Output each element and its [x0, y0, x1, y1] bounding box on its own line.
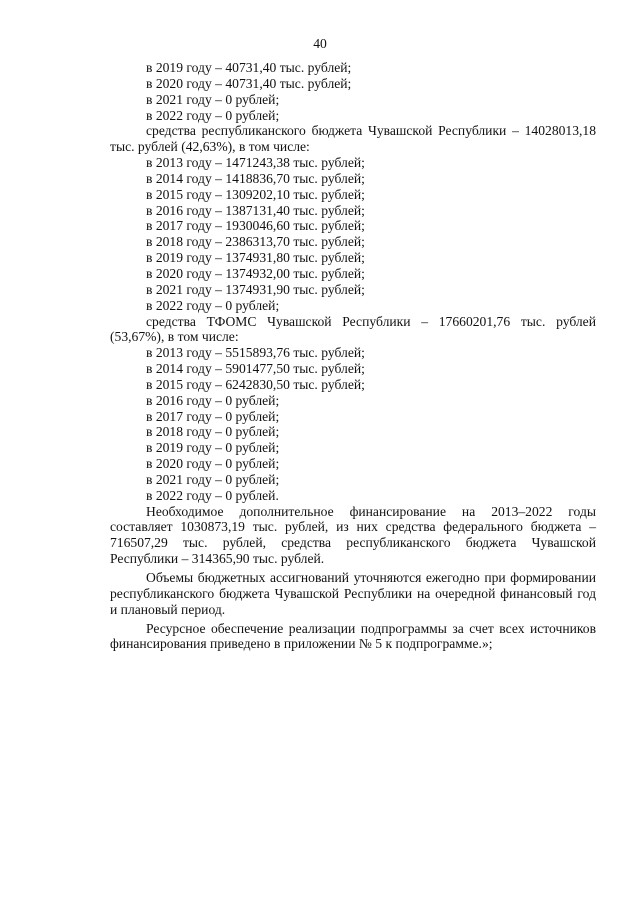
resource-provision-paragraph: Ресурсное обеспечение реализации подпрограммы за счет всех источников финансирования приведено в приложении № 5 к подпрограмме.»; [110, 620, 596, 652]
republic-budget-paragraph: средства республиканского бюджета Чувашской Республики – 14028013,18 тыс. рублей (42,63%), в том числе: [110, 123, 596, 155]
funding-line: в 2022 году – 0 рублей; [146, 107, 280, 123]
funding-line: в 2021 году – 0 рублей; [146, 91, 280, 107]
funding-line: в 2019 году – 40731,40 тыс. рублей; [146, 60, 352, 75]
funding-line: в 2015 году – 1309202,10 тыс. рублей; [146, 186, 365, 202]
funding-line: в 2022 году – 0 рублей; [146, 297, 280, 313]
document-body [110, 60, 596, 652]
funding-line: в 2020 году – 40731,40 тыс. рублей; [146, 75, 352, 91]
funding-line: в 2021 году – 0 рублей; [146, 471, 280, 487]
funding-line: в 2018 году – 0 рублей; [146, 424, 280, 440]
funding-line: в 2016 году – 1387131,40 тыс. рублей; [146, 202, 365, 218]
funding-line: в 2015 году – 6242830,50 тыс. рублей; [146, 376, 365, 392]
additional-financing-paragraph: Необходимое дополнительное финансирование на 2013–2022 годы составляет 1030873,19 тыс. рублей, из них средства федерального бюджета – 716507,29 тыс. рублей, средства республиканского бюджета Чувашской Республики – 314365,90 тыс. рублей. [110, 503, 596, 567]
budget-allocations-paragraph: Объемы бюджетных ассигнований уточняются ежегодно при формировании республиканского бюджета Чувашской Республики на очередной финансовый год и плановый период. [110, 570, 596, 617]
funding-line: в 2014 году – 1418836,70 тыс. рублей; [146, 170, 365, 186]
funding-line: в 2020 году – 1374932,00 тыс. рублей; [146, 265, 365, 281]
funding-line: в 2017 году – 0 рублей; [146, 408, 280, 424]
funding-line: в 2013 году – 1471243,38 тыс. рублей; [146, 155, 365, 171]
funding-line: в 2022 году – 0 рублей. [146, 487, 279, 503]
funding-line: в 2021 году – 1374931,90 тыс. рублей; [146, 281, 365, 297]
funding-line: в 2020 году – 0 рублей; [146, 456, 280, 472]
funding-line: в 2016 году – 0 рублей; [146, 392, 280, 408]
funding-line: в 2018 году – 2386313,70 тыс. рублей; [146, 234, 365, 250]
funding-line: в 2019 году – 0 рублей; [146, 440, 280, 456]
page-number: 40 [313, 36, 327, 51]
tfoms-paragraph: средства ТФОМС Чувашской Республики – 17660201,76 тыс. рублей (53,67%), в том числе: [110, 313, 596, 345]
funding-line: в 2013 году – 5515893,76 тыс. рублей; [146, 345, 365, 361]
funding-line: в 2014 году – 5901477,50 тыс. рублей; [146, 361, 365, 377]
funding-line: в 2017 году – 1930046,60 тыс. рублей; [146, 218, 365, 234]
funding-line: в 2019 году – 1374931,80 тыс. рублей; [146, 250, 365, 266]
